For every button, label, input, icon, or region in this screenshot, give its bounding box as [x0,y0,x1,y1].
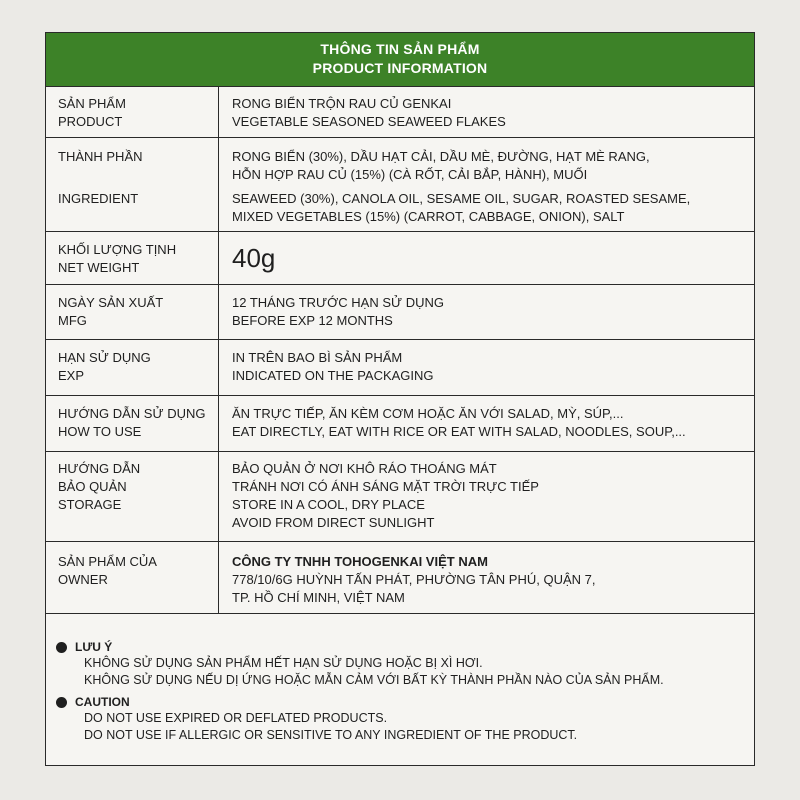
bullet-icon [56,697,67,708]
row-product [46,87,754,138]
header-title-vi: THÔNG TIN SẢN PHẨM [320,41,480,57]
row-storage [46,452,754,542]
row-exp-value: IN TRÊN BAO BÌ SẢN PHẨM INDICATED ON THE PACKAGING [232,350,434,383]
net-weight-value: 40g [232,243,276,273]
row-mfg [46,285,754,340]
row-mfg-label: NGÀY SẢN XUẤT MFG [58,295,164,328]
row-net-weight-value [232,243,748,273]
product-info-label [45,32,755,766]
row-storage-label: HƯỚNG DẪN BẢO QUẢN STORAGE [58,461,141,512]
note-vi-title: LƯU Ý [56,639,754,655]
label-header [46,33,754,87]
row-ingredient-value: RONG BIỂN (30%), DẦU HẠT CẢI, DẦU MÈ, ĐƯỜNG, HẠT MÈ RANG, HỖN HỢP RAU CỦ (15%) (CÀ RỐT, CẢI BẮP, HÀNH), MUỐI SEAWEED (30%), CANOLA OIL, SESAME OIL, SUGAR, ROASTED SESAME, MIXED VEGETABLES (15%) (CARROT, CABBAGE, ONION), SALT [232,149,691,224]
owner-company: CÔNG TY TNHH TOHOGENKAI VIỆT NAM [232,554,488,569]
note-vi-line: KHÔNG SỬ DỤNG SẢN PHẨM HẾT HẠN SỬ DỤNG HOẶC BỊ XÌ HƠI. [84,656,483,670]
row-owner-value: CÔNG TY TNHH TOHOGENKAI VIỆT NAM 778/10/6G HUỲNH TẤN PHÁT, PHƯỜNG TÂN PHÚ, QUẬN 7, TP. HỒ CHÍ MINH, VIỆT NAM [232,553,748,607]
note-en-line: DO NOT USE EXPIRED OR DEFLATED PRODUCTS. [84,711,388,725]
note-vi-line: KHÔNG SỬ DỤNG NẾU DỊ ỨNG HOẶC MẪN CẢM VỚI BẤT KỲ THÀNH PHẦN NÀO CỦA SẢN PHẨM. [84,673,664,687]
row-how-to-use [46,396,754,452]
row-ingredient [46,138,754,232]
row-ingredient-label: THÀNH PHẦN INGREDIENT [58,149,143,206]
header-title-en: PRODUCT INFORMATION [312,60,488,76]
row-exp [46,340,754,396]
row-net-weight [46,232,754,285]
bullet-icon [56,642,67,653]
notes-section [46,639,754,744]
row-storage-value: BẢO QUẢN Ở NƠI KHÔ RÁO THOÁNG MÁT TRÁNH NƠI CÓ ÁNH SÁNG MẶT TRỜI TRỰC TIẾP STORE IN A COOL, DRY PLACE AVOID FROM DIRECT SUNLIGHT [232,461,539,530]
row-how-to-use-label: HƯỚNG DẪN SỬ DỤNG HOW TO USE [58,406,206,439]
row-mfg-value: 12 THÁNG TRƯỚC HẠN SỬ DỤNG BEFORE EXP 12 MONTHS [232,295,445,328]
note-en-line: DO NOT USE IF ALLERGIC OR SENSITIVE TO ANY INGREDIENT OF THE PRODUCT. [84,728,578,742]
row-how-to-use-value: ĂN TRỰC TIẾP, ĂN KÈM CƠM HOẶC ĂN VỚI SALAD, MỲ, SÚP,... EAT DIRECTLY, EAT WITH RICE OR EAT WITH SALAD, NOODLES, SOUP,... [232,406,686,439]
row-net-weight-label: KHỐI LƯỢNG TỊNH NET WEIGHT [58,242,177,275]
row-exp-label: HẠN SỬ DỤNG EXP [58,350,151,383]
note-en-title: CAUTION [56,694,754,710]
row-owner [46,542,754,614]
row-product-value: RONG BIỂN TRỘN RAU CỦ GENKAI VEGETABLE SEASONED SEAWEED FLAKES [232,96,506,129]
row-owner-label: SẢN PHẨM CỦA OWNER [58,554,157,587]
row-product-label: SẢN PHẨM PRODUCT [58,96,126,129]
